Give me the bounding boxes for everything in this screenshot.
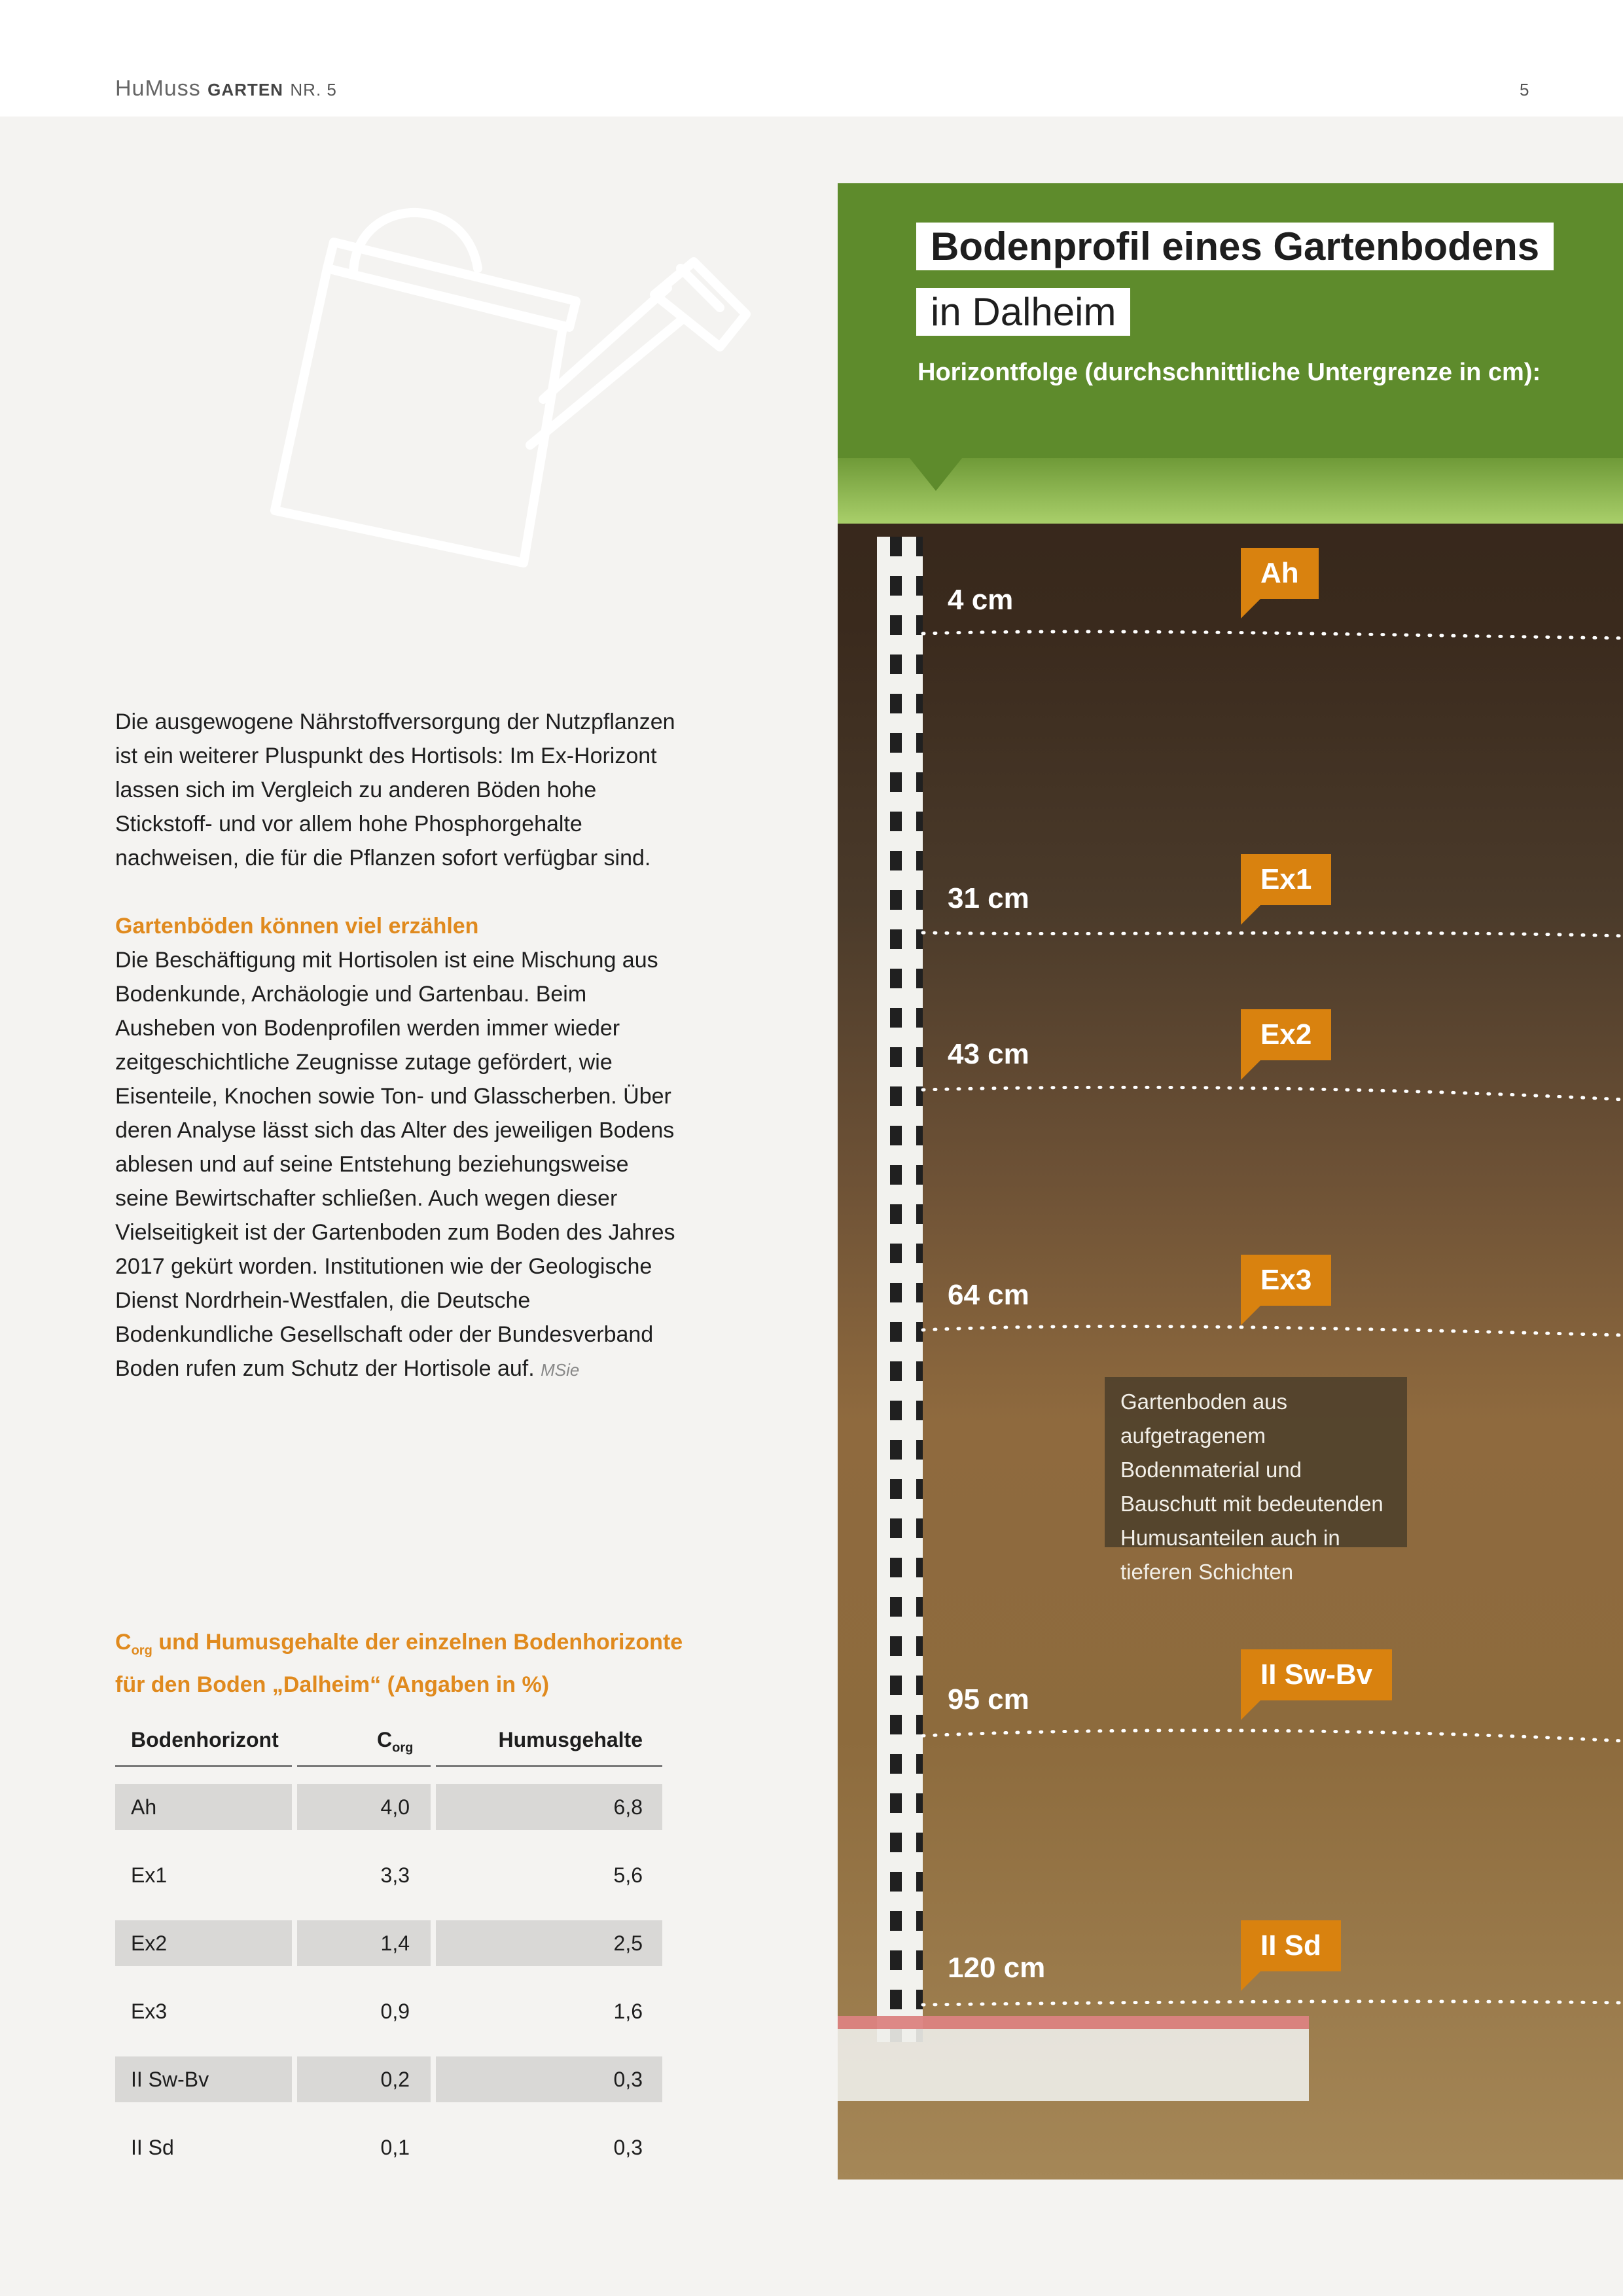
- horizon-tag: II Sd: [1241, 1920, 1341, 1971]
- table-title-line-2: für den Boden „Dalheim“ (Angaben in %): [115, 1672, 550, 1697]
- cell-corg: 0,9: [380, 2000, 410, 2023]
- table-row: [115, 2108, 662, 2176]
- col-header-corg-sub: org: [392, 1740, 414, 1755]
- cell-humus: 0,3: [436, 2056, 662, 2102]
- table-header: [115, 1715, 662, 1767]
- cell-horizon: II Sw-Bv: [115, 2056, 292, 2102]
- section-paragraph: [115, 943, 678, 1387]
- section-paragraph-text: Die Beschäftigung mit Hortisolen ist eine Mischung aus Bodenkunde, Archäologie und Gartenbau. Beim Ausheben von Bodenprofilen werden immer wieder zeitgeschichtliche Zeugnisse zutage gefördert, wie Eisenteile, Knochen sowie Ton- und Glasscherben. Über deren Analyse lässt sich das Alter des jeweiligen Bodens ablesen und auf seine Entstehung beziehungsweise seine Bewirtschafter schließen. Auch wegen dieser Vielseitigkeit ist der Gartenboden zum Boden des Jahres 2017 gekürt worden. Institutionen wie der Geologische Dienst Nordrhein-Westfalen, die Deutsche Bodenkundliche Gesellschaft oder der Bundesverband Boden rufen zum Schutz der Hortisole auf.: [115, 948, 675, 1381]
- profile-title-line-1: Bodenprofil eines Gartenbodens: [916, 223, 1554, 270]
- brand-main: HuMuss: [115, 76, 201, 101]
- intro-paragraph: Die ausgewogene Nährstoffversorgung der Nutzpflanzen ist ein weiterer Pluspunkt des Hortisols: Im Ex-Horizont lassen sich im Vergleich zu anderen Böden hohe Stickstoff- und vor allem hohe Phosphorgehalte nachweisen, die für die Pflanzen sofort verfügbar sind.: [115, 709, 675, 870]
- brand: [115, 76, 337, 101]
- cell-horizon: II Sd: [131, 2136, 174, 2159]
- depth-label: 120 cm: [948, 1952, 1046, 1984]
- cell-horizon: Ex2: [115, 1920, 292, 1966]
- page-header: [0, 0, 1623, 117]
- col-header-corg: [377, 1728, 413, 1755]
- profile-title-line-2: in Dalheim: [916, 288, 1130, 336]
- cell-humus: 6,8: [436, 1784, 662, 1830]
- depth-label: 4 cm: [948, 584, 1014, 616]
- humus-table: [115, 1715, 662, 2176]
- table-row: [115, 2039, 662, 2108]
- horizon-tag: II Sw-Bv: [1241, 1649, 1392, 1700]
- table-row: [115, 1767, 662, 1835]
- cell-humus: 5,6: [613, 1863, 643, 1887]
- col-header-corg-c: C: [377, 1728, 393, 1751]
- table-title-rest: und Humusgehalte der einzelnen Bodenhorizonte: [152, 1630, 683, 1655]
- cell-humus: 1,6: [613, 2000, 643, 2023]
- author-credit: MSie: [541, 1360, 580, 1380]
- cell-humus: 0,3: [613, 2136, 643, 2159]
- table-title: [115, 1625, 691, 1702]
- profile-subtitle: Horizontfolge (durchschnittliche Untergrenze in cm):: [918, 359, 1541, 386]
- cell-corg: 0,2: [297, 2056, 431, 2102]
- table-row: [115, 1903, 662, 1971]
- brand-section: GARTEN: [207, 80, 283, 99]
- col-header-horizon: Bodenhorizont: [131, 1728, 279, 1751]
- cell-humus: 2,5: [436, 1920, 662, 1966]
- soil-profile-photo: [838, 183, 1623, 2179]
- table-row: [115, 1835, 662, 1903]
- cell-horizon: Ah: [115, 1784, 292, 1830]
- table-title-sub: org: [131, 1643, 152, 1658]
- watering-can-icon: [249, 170, 759, 628]
- cell-corg: 0,1: [380, 2136, 410, 2159]
- horizon-tag: Ex3: [1241, 1255, 1331, 1306]
- col-header-humus: Humusgehalte: [498, 1728, 643, 1751]
- horizon-tag: Ex1: [1241, 854, 1331, 905]
- cell-corg: 4,0: [297, 1784, 431, 1830]
- cell-corg: 1,4: [297, 1920, 431, 1966]
- horizon-tag: Ex2: [1241, 1009, 1331, 1060]
- cell-horizon: Ex3: [131, 2000, 168, 2023]
- depth-label: 64 cm: [948, 1279, 1029, 1311]
- cell-corg: 3,3: [380, 1863, 410, 1887]
- section-heading: Gartenböden können viel erzählen: [115, 914, 479, 939]
- body-text: [115, 705, 678, 1387]
- cell-horizon: Ex1: [131, 1863, 168, 1887]
- table-title-c: C: [115, 1630, 132, 1655]
- horizon-tag: Ah: [1241, 548, 1319, 599]
- depth-label: 95 cm: [948, 1683, 1029, 1715]
- page-number: 5: [1520, 80, 1529, 99]
- brand-issue: NR. 5: [290, 80, 337, 99]
- soil-profile-illustration: [838, 183, 1623, 2179]
- table-row: [115, 1971, 662, 2039]
- depth-label: 43 cm: [948, 1038, 1029, 1070]
- depth-label: 31 cm: [948, 882, 1029, 914]
- profile-note: Gartenboden aus aufgetragenem Bodenmaterial und Bauschutt mit bedeutenden Humusanteilen auch in tieferen Schichten: [1105, 1377, 1407, 1547]
